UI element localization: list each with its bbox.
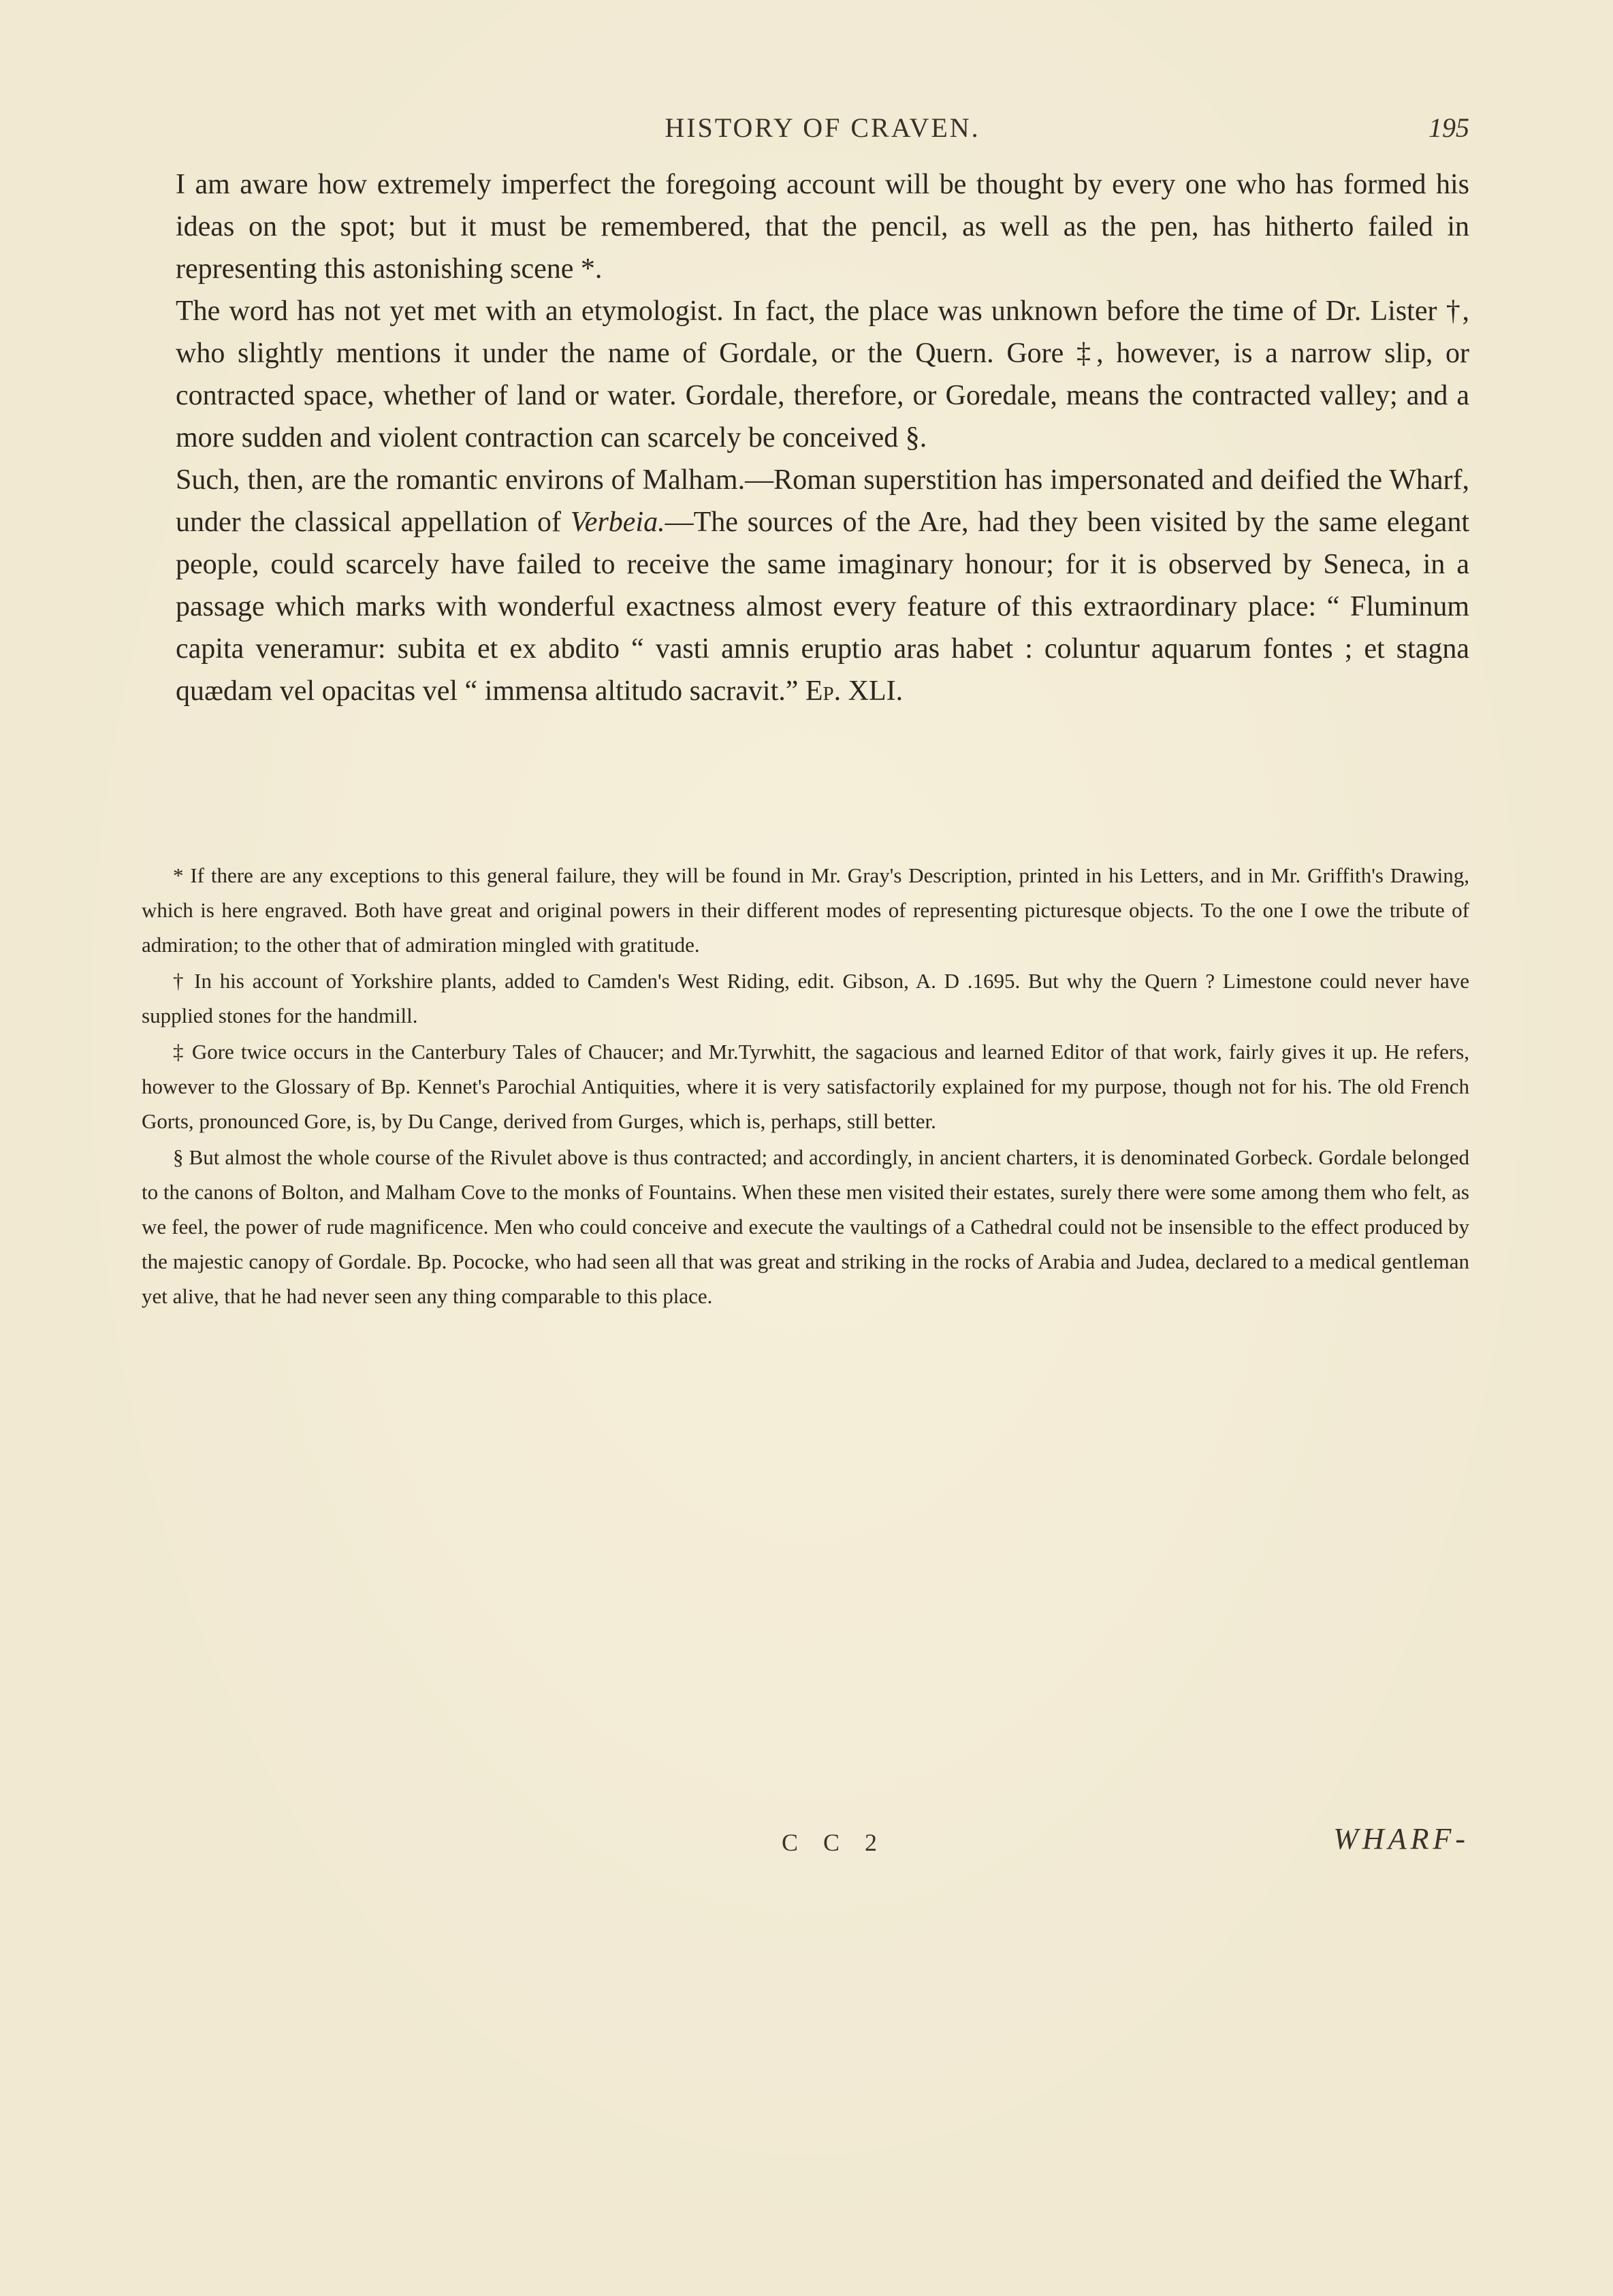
- footnote-section: § But almost the whole course of the Rivulet above is thus contracted; and accordingly, in ancient charters, it is denominated Gorbeck. Gordale belonged to the canons of Bolton, and Malham Cove to the monks of Fountains. When these men visited their estates, surely there were some among them who felt, as we feel, the power of rude magnificence. Men who could conceive and execute the vaultings of a Cathedral could not be insensible to the effect produced by the majestic canopy of Gordale. Bp. Pococke, who had seen all that was great and striking in the rocks of Arabia and Judea, declared to a medical gentleman yet alive, that he had never seen any thing comparable to this place.: [142, 1145, 1469, 1308]
- citation: Ep. XLI.: [805, 675, 904, 707]
- footnote-dagger: † In his account of Yorkshire plants, added to Camden's West Riding, edit. Gibson, A. D .1695. But why the Quern ? Limestone could never have supplied stones for the handmill.: [142, 969, 1469, 1027]
- catchword: WHARF-: [1333, 1822, 1469, 1855]
- paragraph-3-italic: Verbeia.: [570, 507, 665, 538]
- paragraph-1: I am aware how extremely imperfect the foregoing account will be thought by every one who has formed his ideas on the spot; but it must be remembered, that the pencil, as well as the pen, has hitherto failed in representing this astonishing scene *.: [176, 169, 1469, 285]
- footnote-double-dagger: ‡ Gore twice occurs in the Canterbury Tales of Chaucer; and Mr.Tyrwhitt, the sagacious and learned Editor of that work, fairly gives it up. He refers, however to the Glossary of Bp. Kennet's Parochial Antiquities, where it is very satisfactorily explained for my purpose, though not for his. The old French Gorts, pronounced Gore, is, by Du Cange, derived from Gurges, which is, perhaps, still better.: [142, 1040, 1469, 1133]
- paragraph-3-text: Such, then, are the romantic environs of Malham.—Roman superstition has impersonated and deified the Wharf, under the classical appellation of: [176, 464, 1469, 538]
- paragraph-3: [176, 459, 1469, 712]
- running-head: HISTORY OF CRAVEN.: [665, 112, 980, 143]
- paragraph-2: The word has not yet met with an etymologist. In fact, the place was unknown before the time of Dr. Lister †, who slightly mentions it under the name of Gordale, or the Quern. Gore ‡, however, is a narrow slip, or contracted space, whether of land or water. Gordale, therefore, or Goredale, means the contracted valley; and a more sudden and violent contraction can scarcely be conceived §.: [176, 296, 1469, 453]
- footnote-star: * If there are any exceptions to this general failure, they will be found in Mr. Gray's Description, printed in his Letters, and in Mr. Griffith's Drawing, which is here engraved. Both have great and original powers in their different modes of representing picturesque objects. To the one I owe the tribute of admiration; to the other that of admiration mingled with gratitude.: [142, 863, 1469, 957]
- page-number: 195: [1428, 112, 1469, 143]
- footnotes: [142, 858, 1469, 1315]
- signature-mark: C C 2: [782, 1829, 887, 1856]
- page-header: [176, 112, 1469, 153]
- page-footer: [176, 1821, 1469, 1869]
- main-text: [176, 163, 1469, 712]
- paragraph-3-text-cont: —The sources of the Are, had they been visited by the same elegant people, could scarcely have failed to receive the same imaginary honour; for it is observed by Seneca, in a passage which marks with wonderful exactness almost every feature of this extraordinary place: “ Fluminum capita veneramur: subita et ex abdito “ vasti amnis eruptio aras habet : coluntur aquarum fontes ; et stagna quædam vel opacitas vel “ immensa altitudo sacravit.”: [176, 507, 1469, 707]
